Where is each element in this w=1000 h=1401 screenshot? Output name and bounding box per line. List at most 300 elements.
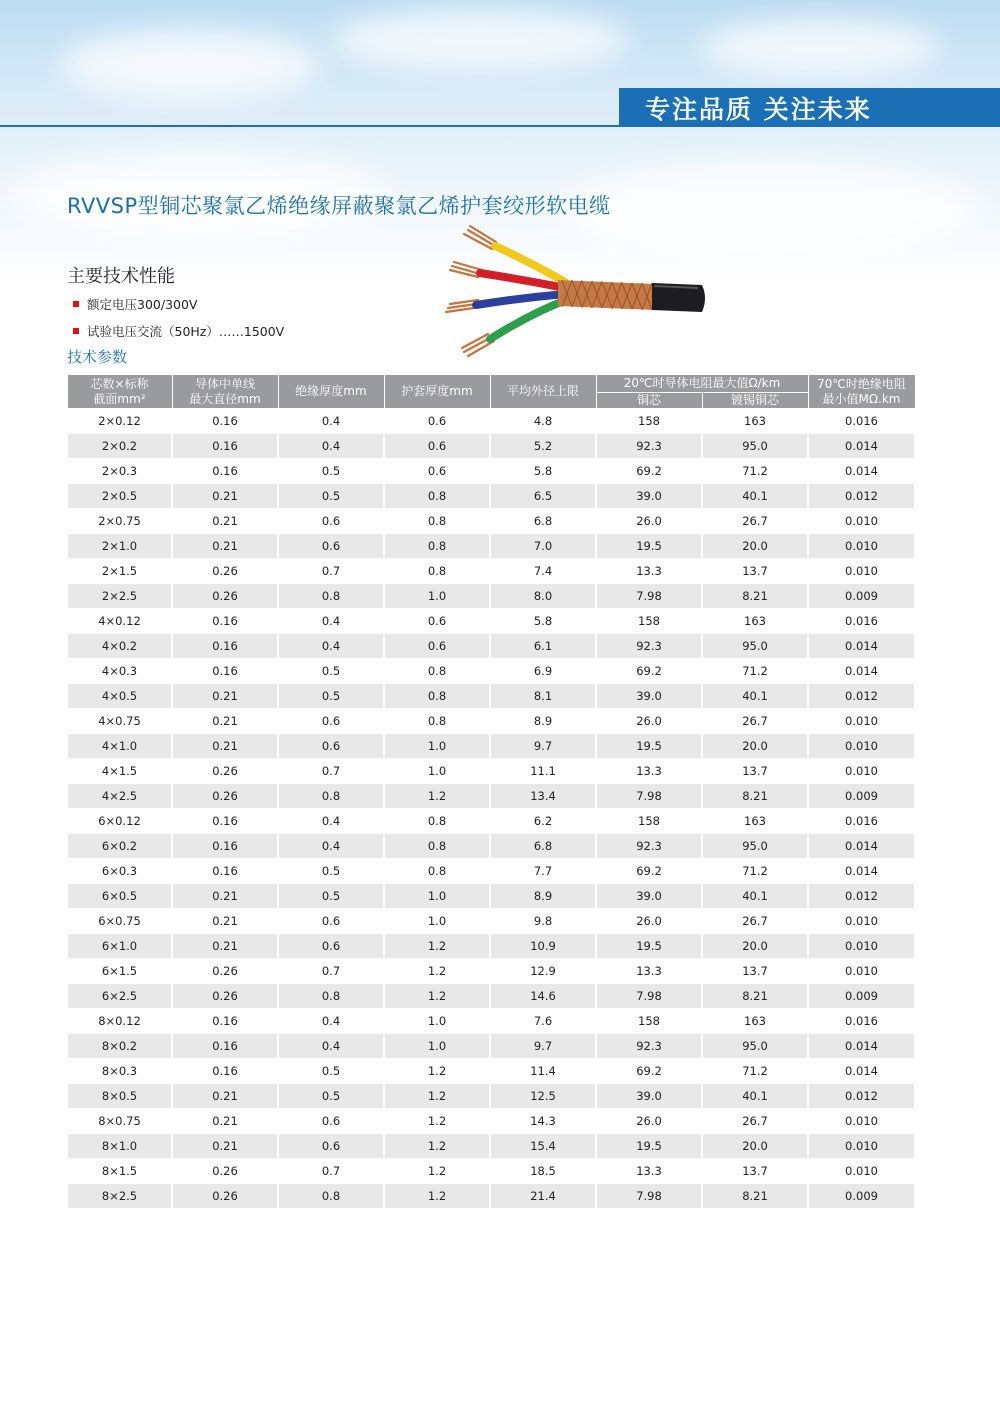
col-header-resistance-group: 20℃时导体电阻最大值Ω/km (596, 375, 808, 393)
table-cell: 6.2 (490, 809, 596, 834)
table-row (67, 659, 915, 684)
table-cell: 0.5 (278, 884, 384, 909)
table-cell: 0.009 (808, 784, 915, 809)
header-text: 芯数×标称 (90, 376, 149, 391)
table-cell: 0.26 (172, 784, 278, 809)
table-cell: 0.4 (278, 634, 384, 659)
table-cell: 0.016 (808, 609, 915, 634)
table-cell: 5.8 (490, 459, 596, 484)
table-cell: 6.8 (490, 834, 596, 859)
table-cell: 0.6 (278, 709, 384, 734)
table-cell: 6.9 (490, 659, 596, 684)
table-cell: 4×1.5 (67, 759, 172, 784)
table-cell: 20.0 (702, 734, 808, 759)
table-cell: 6×0.12 (67, 809, 172, 834)
table-cell: 26.7 (702, 1109, 808, 1134)
table-cell: 0.009 (808, 584, 915, 609)
header-text: 70℃时绝缘电阻 (817, 376, 906, 391)
table-row (67, 1109, 915, 1134)
table-cell: 11.1 (490, 759, 596, 784)
table-cell: 0.26 (172, 1184, 278, 1209)
header-text: 截面mm² (93, 391, 146, 406)
table-cell: 95.0 (702, 834, 808, 859)
table-cell: 19.5 (596, 1134, 702, 1159)
table-cell: 2×0.3 (67, 459, 172, 484)
table-cell: 13.7 (702, 759, 808, 784)
table-cell: 0.26 (172, 959, 278, 984)
cable-illustration (440, 222, 710, 372)
table-cell: 71.2 (702, 859, 808, 884)
table-cell: 95.0 (702, 1034, 808, 1059)
table-row (67, 509, 915, 534)
table-cell: 4×0.3 (67, 659, 172, 684)
table-cell: 6.1 (490, 634, 596, 659)
technical-parameters-table (66, 374, 916, 1209)
table-cell: 0.21 (172, 909, 278, 934)
table-row (67, 434, 915, 459)
table-cell: 9.7 (490, 734, 596, 759)
table-cell: 0.4 (278, 1034, 384, 1059)
table-cell: 39.0 (596, 484, 702, 509)
table-cell: 1.2 (384, 1084, 490, 1109)
table-cell: 12.5 (490, 1084, 596, 1109)
table-cell: 95.0 (702, 434, 808, 459)
col-header-outer-diameter: 平均外径上限 (490, 375, 596, 409)
table-cell: 0.6 (278, 734, 384, 759)
table-cell: 8.0 (490, 584, 596, 609)
table-cell: 0.016 (808, 1009, 915, 1034)
table-cell: 8.21 (702, 984, 808, 1009)
params-heading: 技术参数 (67, 348, 128, 366)
table-cell: 92.3 (596, 634, 702, 659)
cloud-decoration (700, 20, 940, 75)
table-cell: 71.2 (702, 1059, 808, 1084)
table-cell: 0.016 (808, 809, 915, 834)
table-cell: 1.2 (384, 934, 490, 959)
table-cell: 20.0 (702, 1134, 808, 1159)
table-cell: 0.21 (172, 484, 278, 509)
table-cell: 0.010 (808, 909, 915, 934)
table-cell: 0.010 (808, 1159, 915, 1184)
table-cell: 13.3 (596, 1159, 702, 1184)
table-cell: 0.4 (278, 409, 384, 434)
table-cell: 0.8 (384, 684, 490, 709)
table-row (67, 909, 915, 934)
table-cell: 0.16 (172, 1009, 278, 1034)
table-cell: 40.1 (702, 1084, 808, 1109)
table-cell: 7.98 (596, 784, 702, 809)
table-cell: 1.2 (384, 1159, 490, 1184)
table-cell: 1.0 (384, 584, 490, 609)
performance-heading: 主要技术性能 (67, 266, 175, 287)
col-header-insulation: 绝缘厚度mm (278, 375, 384, 409)
table-row (67, 809, 915, 834)
table-row (67, 759, 915, 784)
table-cell: 6×2.5 (67, 984, 172, 1009)
table-cell: 1.2 (384, 1134, 490, 1159)
table-cell: 8×1.5 (67, 1159, 172, 1184)
table-cell: 0.26 (172, 1159, 278, 1184)
table-row (67, 934, 915, 959)
table-cell: 2×0.75 (67, 509, 172, 534)
table-cell: 0.6 (278, 1134, 384, 1159)
table-header (67, 375, 915, 409)
table-cell: 13.3 (596, 759, 702, 784)
table-cell: 0.4 (278, 809, 384, 834)
bullet-text: 额定电压300/300V (87, 297, 198, 312)
table-cell: 6×1.0 (67, 934, 172, 959)
table-cell: 39.0 (596, 1084, 702, 1109)
table-cell: 0.16 (172, 634, 278, 659)
table-cell: 0.014 (808, 634, 915, 659)
table-cell: 2×0.5 (67, 484, 172, 509)
table-cell: 0.16 (172, 659, 278, 684)
table-cell: 15.4 (490, 1134, 596, 1159)
table-cell: 0.010 (808, 734, 915, 759)
table-row (67, 734, 915, 759)
table-cell: 7.0 (490, 534, 596, 559)
table-row (67, 959, 915, 984)
col-header-sheath: 护套厚度mm (384, 375, 490, 409)
performance-bullet (73, 295, 197, 313)
table-cell: 19.5 (596, 734, 702, 759)
table-cell: 1.2 (384, 984, 490, 1009)
table-row (67, 484, 915, 509)
table-cell: 158 (596, 1009, 702, 1034)
table-cell: 21.4 (490, 1184, 596, 1209)
table-cell: 158 (596, 609, 702, 634)
table-cell: 26.0 (596, 909, 702, 934)
table-cell: 26.7 (702, 509, 808, 534)
table-cell: 0.8 (278, 1184, 384, 1209)
table-row (67, 409, 915, 434)
table-row (67, 459, 915, 484)
table-cell: 0.6 (384, 409, 490, 434)
table-cell: 11.4 (490, 1059, 596, 1084)
table-cell: 0.5 (278, 1084, 384, 1109)
table-cell: 0.009 (808, 984, 915, 1009)
table-cell: 0.7 (278, 959, 384, 984)
table-row (67, 884, 915, 909)
table-cell: 6×0.3 (67, 859, 172, 884)
table-cell: 26.0 (596, 1109, 702, 1134)
table-cell: 39.0 (596, 684, 702, 709)
table-cell: 6×0.5 (67, 884, 172, 909)
table-cell: 0.21 (172, 934, 278, 959)
table-cell: 0.8 (384, 534, 490, 559)
table-cell: 7.98 (596, 1184, 702, 1209)
table-row (67, 984, 915, 1009)
table-cell: 6×0.2 (67, 834, 172, 859)
table-cell: 19.5 (596, 534, 702, 559)
table-cell: 92.3 (596, 834, 702, 859)
table-cell: 2×0.2 (67, 434, 172, 459)
table-cell: 5.2 (490, 434, 596, 459)
table-cell: 8×1.0 (67, 1134, 172, 1159)
table-cell: 0.012 (808, 484, 915, 509)
table-cell: 13.4 (490, 784, 596, 809)
table-cell: 0.009 (808, 1184, 915, 1209)
table-row (67, 784, 915, 809)
table-cell: 69.2 (596, 459, 702, 484)
table-row (67, 534, 915, 559)
table-cell: 8×0.12 (67, 1009, 172, 1034)
table-cell: 0.8 (384, 509, 490, 534)
table-cell: 7.6 (490, 1009, 596, 1034)
table-cell: 4×1.0 (67, 734, 172, 759)
table-cell: 14.3 (490, 1109, 596, 1134)
table-cell: 0.010 (808, 959, 915, 984)
table-cell: 0.8 (384, 659, 490, 684)
table-cell: 1.0 (384, 1009, 490, 1034)
table-cell: 10.9 (490, 934, 596, 959)
bullet-square-icon (73, 301, 79, 307)
table-cell: 0.6 (384, 634, 490, 659)
table-cell: 0.012 (808, 684, 915, 709)
table-row (67, 1134, 915, 1159)
table-cell: 0.4 (278, 1009, 384, 1034)
header-text: 最小值MΩ.km (822, 391, 901, 406)
cloud-decoration (60, 30, 320, 100)
table-cell: 0.21 (172, 734, 278, 759)
table-cell: 0.6 (278, 1109, 384, 1134)
table-cell: 0.26 (172, 984, 278, 1009)
header-text: 最大直径mm (189, 391, 261, 406)
table-cell: 163 (702, 409, 808, 434)
table-cell: 6.5 (490, 484, 596, 509)
table-cell: 8.21 (702, 1184, 808, 1209)
table-cell: 1.0 (384, 759, 490, 784)
table-row (67, 634, 915, 659)
table-cell: 0.21 (172, 709, 278, 734)
table-cell: 4×0.2 (67, 634, 172, 659)
table-cell: 0.8 (384, 559, 490, 584)
table-cell: 0.7 (278, 759, 384, 784)
table-cell: 71.2 (702, 459, 808, 484)
table-cell: 4×0.12 (67, 609, 172, 634)
table-cell: 7.98 (596, 584, 702, 609)
table-cell: 8×0.5 (67, 1084, 172, 1109)
bullet-text: 试验电压交流（50Hz）……1500V (87, 324, 285, 339)
table-body (67, 409, 915, 1209)
table-cell: 0.16 (172, 409, 278, 434)
table-cell: 6×0.75 (67, 909, 172, 934)
table-row (67, 559, 915, 584)
table-cell: 0.6 (278, 509, 384, 534)
table-cell: 5.8 (490, 609, 596, 634)
table-cell: 0.5 (278, 459, 384, 484)
table-cell: 1.0 (384, 1034, 490, 1059)
table-cell: 13.7 (702, 1159, 808, 1184)
table-cell: 0.014 (808, 659, 915, 684)
table-cell: 39.0 (596, 884, 702, 909)
table-cell: 0.26 (172, 584, 278, 609)
table-cell: 14.6 (490, 984, 596, 1009)
table-cell: 0.010 (808, 709, 915, 734)
table-cell: 92.3 (596, 434, 702, 459)
table-cell: 0.8 (278, 784, 384, 809)
table-cell: 0.21 (172, 534, 278, 559)
table-cell: 71.2 (702, 659, 808, 684)
table-cell: 0.16 (172, 834, 278, 859)
col-header-tinned-copper: 镀锡铜芯 (702, 393, 808, 409)
table-cell: 26.7 (702, 709, 808, 734)
table-cell: 0.21 (172, 1109, 278, 1134)
table-cell: 0.014 (808, 1059, 915, 1084)
table-cell: 26.7 (702, 909, 808, 934)
table-row (67, 1059, 915, 1084)
table-cell: 0.16 (172, 1034, 278, 1059)
table-cell: 0.014 (808, 459, 915, 484)
table-cell: 6×1.5 (67, 959, 172, 984)
table-row (67, 1084, 915, 1109)
table-cell: 0.8 (384, 484, 490, 509)
table-cell: 8×0.3 (67, 1059, 172, 1084)
table-row (67, 584, 915, 609)
table-cell: 163 (702, 809, 808, 834)
table-cell: 0.012 (808, 1084, 915, 1109)
table-cell: 0.16 (172, 434, 278, 459)
table-cell: 8×2.5 (67, 1184, 172, 1209)
table-cell: 0.8 (384, 859, 490, 884)
table-cell: 0.26 (172, 759, 278, 784)
table-cell: 0.4 (278, 834, 384, 859)
table-cell: 4×0.5 (67, 684, 172, 709)
table-cell: 0.21 (172, 884, 278, 909)
table-cell: 0.012 (808, 884, 915, 909)
table-cell: 0.014 (808, 1034, 915, 1059)
table-cell: 0.8 (278, 984, 384, 1009)
table-cell: 20.0 (702, 534, 808, 559)
col-header-insulation-resistance (808, 375, 915, 409)
table-cell: 0.6 (384, 609, 490, 634)
table-cell: 2×1.0 (67, 534, 172, 559)
table-cell: 1.2 (384, 1184, 490, 1209)
table-cell: 0.16 (172, 859, 278, 884)
table-row (67, 859, 915, 884)
table-cell: 20.0 (702, 934, 808, 959)
table-cell: 18.5 (490, 1159, 596, 1184)
table-cell: 4×2.5 (67, 784, 172, 809)
table-cell: 26.0 (596, 709, 702, 734)
table-cell: 0.21 (172, 1084, 278, 1109)
bullet-square-icon (73, 328, 79, 334)
table-cell: 7.7 (490, 859, 596, 884)
table-row (67, 1034, 915, 1059)
table-cell: 2×1.5 (67, 559, 172, 584)
table-cell: 1.0 (384, 734, 490, 759)
table-cell: 19.5 (596, 934, 702, 959)
table-cell: 0.010 (808, 1109, 915, 1134)
table-cell: 0.7 (278, 1159, 384, 1184)
table-cell: 0.5 (278, 484, 384, 509)
table-cell: 69.2 (596, 859, 702, 884)
table-cell: 163 (702, 1009, 808, 1034)
table-cell: 0.16 (172, 459, 278, 484)
table-cell: 158 (596, 809, 702, 834)
table-cell: 0.5 (278, 1059, 384, 1084)
table-cell: 2×2.5 (67, 584, 172, 609)
table-row (67, 684, 915, 709)
table-cell: 13.3 (596, 959, 702, 984)
table-cell: 0.016 (808, 409, 915, 434)
table-cell: 1.2 (384, 784, 490, 809)
table-cell: 0.8 (278, 584, 384, 609)
table-cell: 1.0 (384, 884, 490, 909)
table-cell: 1.2 (384, 1109, 490, 1134)
table-cell: 0.010 (808, 1134, 915, 1159)
table-cell: 0.6 (384, 434, 490, 459)
table-cell: 40.1 (702, 884, 808, 909)
table-cell: 0.4 (278, 609, 384, 634)
table-cell: 0.014 (808, 859, 915, 884)
table-cell: 1.2 (384, 1059, 490, 1084)
table-cell: 0.014 (808, 434, 915, 459)
product-title: RVVSP型铜芯聚氯乙烯绝缘屏蔽聚氯乙烯护套绞形软电缆 (67, 194, 611, 218)
table-cell: 0.010 (808, 509, 915, 534)
table-cell: 8.21 (702, 584, 808, 609)
table-cell: 0.16 (172, 809, 278, 834)
table-cell: 0.010 (808, 934, 915, 959)
table-cell: 9.8 (490, 909, 596, 934)
table-cell: 0.014 (808, 834, 915, 859)
table-cell: 4.8 (490, 409, 596, 434)
table-cell: 9.7 (490, 1034, 596, 1059)
col-header-spec (67, 375, 172, 409)
table-cell: 0.5 (278, 684, 384, 709)
table-cell: 163 (702, 609, 808, 634)
table-cell: 8.9 (490, 884, 596, 909)
table-cell: 6.8 (490, 509, 596, 534)
table-cell: 0.16 (172, 1059, 278, 1084)
performance-bullet (73, 322, 284, 340)
table-cell: 0.21 (172, 509, 278, 534)
header-text: 导体中单线 (194, 376, 255, 391)
table-cell: 0.8 (384, 809, 490, 834)
table-cell: 0.8 (384, 834, 490, 859)
table-cell: 0.21 (172, 684, 278, 709)
table-cell: 7.4 (490, 559, 596, 584)
cloud-decoration (330, 10, 630, 70)
table-cell: 1.0 (384, 909, 490, 934)
table-cell: 0.8 (384, 709, 490, 734)
slogan-banner: 专注品质 关注未来 (619, 88, 1000, 127)
table-cell: 158 (596, 409, 702, 434)
table-cell: 69.2 (596, 1059, 702, 1084)
table-cell: 0.21 (172, 1134, 278, 1159)
table-cell: 4×0.75 (67, 709, 172, 734)
table-cell: 0.26 (172, 559, 278, 584)
table-cell: 40.1 (702, 684, 808, 709)
table-cell: 0.010 (808, 534, 915, 559)
col-header-conductor (172, 375, 278, 409)
table-cell: 26.0 (596, 509, 702, 534)
table-cell: 12.9 (490, 959, 596, 984)
table-cell: 69.2 (596, 659, 702, 684)
table-cell: 40.1 (702, 484, 808, 509)
table-cell: 0.010 (808, 559, 915, 584)
table-cell: 8.1 (490, 684, 596, 709)
table-cell: 8×0.2 (67, 1034, 172, 1059)
table-cell: 0.5 (278, 859, 384, 884)
table-cell: 0.4 (278, 434, 384, 459)
table-cell: 1.2 (384, 959, 490, 984)
table-cell: 0.5 (278, 659, 384, 684)
table-cell: 95.0 (702, 634, 808, 659)
table-row (67, 1009, 915, 1034)
table-cell: 8.21 (702, 784, 808, 809)
table-row (67, 609, 915, 634)
